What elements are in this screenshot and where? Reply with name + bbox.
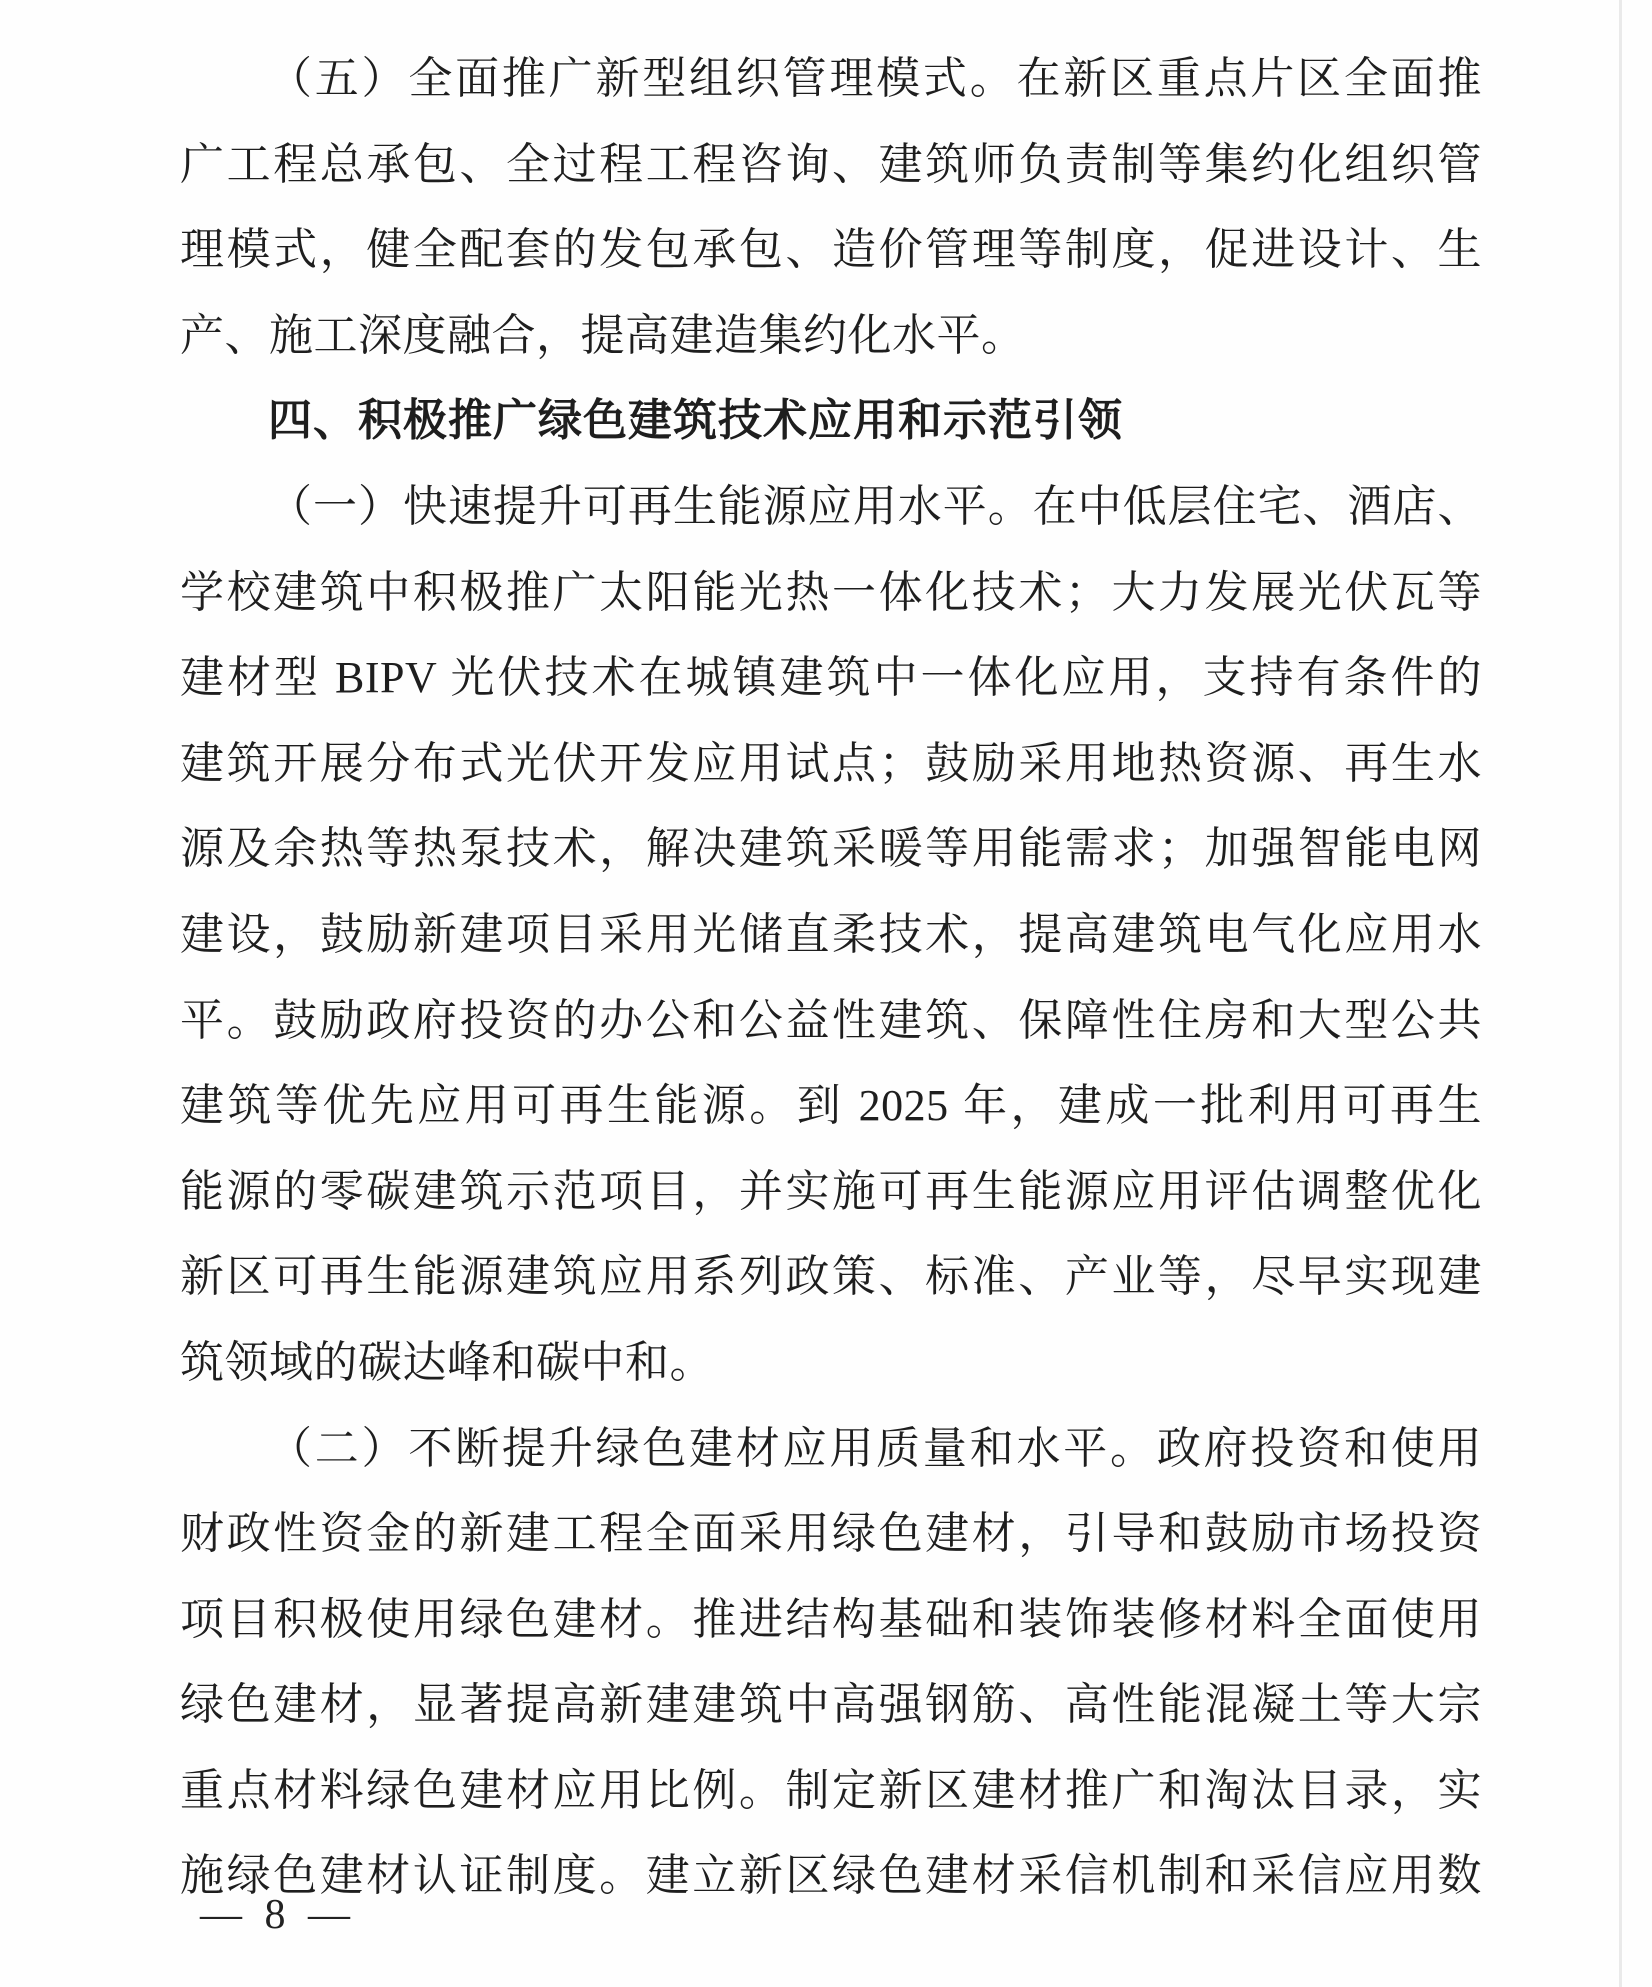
paragraph-line: 广工程总承包、全过程工程咨询、建筑师负责制等集约化组织管 [180,139,1482,189]
paragraph-line: 筑领域的碳达峰和碳中和。 [180,1337,714,1387]
paragraph-line: 理模式，健全配套的发包承包、造价管理等制度，促进设计、生 [180,225,1482,275]
paragraph-line: 财政性资金的新建工程全面采用绿色建材，引导和鼓励市场投资 [180,1509,1482,1559]
paragraph-line: 源及余热等热泵技术，解决建筑采暖等用能需求；加强智能电网 [180,824,1482,874]
section-heading: 四、积极推广绿色建筑技术应用和示范引领 [268,396,1123,446]
paragraph-line: 施绿色建材认证制度。建立新区绿色建材采信机制和采信应用数 [180,1851,1482,1901]
paragraph-line: 平。鼓励政府投资的办公和公益性建筑、保障性住房和大型公共 [180,995,1482,1045]
paragraph-line: （一）快速提升可再生能源应用水平。在中低层住宅、酒店、 [268,481,1482,531]
paragraph-line: 建设，鼓励新建项目采用光储直柔技术，提高建筑电气化应用水 [180,909,1482,959]
paragraph-line: 重点材料绿色建材应用比例。制定新区建材推广和淘汰目录，实 [180,1765,1482,1815]
paragraph-line: 能源的零碳建筑示范项目，并实施可再生能源应用评估调整优化 [180,1166,1482,1216]
paragraph-line: 产、施工深度融合，提高建造集约化水平。 [180,310,1026,360]
paragraph-line: （五）全面推广新型组织管理模式。在新区重点片区全面推 [268,54,1482,103]
paragraph-line: 建筑开展分布式光伏开发应用试点；鼓励采用地热资源、再生水 [180,738,1482,788]
scan-edge-artifact [1619,0,1622,1987]
paragraph-line: 建材型 BIPV 光伏技术在城镇建筑中一体化应用，支持有条件的 [180,653,1482,703]
document-body [180,36,1482,1919]
paragraph-line: 学校建筑中积极推广太阳能光热一体化技术；大力发展光伏瓦等 [180,567,1482,617]
paragraph-line: 建筑等优先应用可再生能源。到 2025 年，建成一批利用可再生 [180,1081,1482,1131]
paragraph-line: 新区可再生能源建筑应用系列政策、标准、产业等，尽早实现建 [180,1252,1482,1302]
page-number: — 8 — [200,1892,356,1938]
paragraph-line: （二）不断提升绿色建材应用质量和水平。政府投资和使用 [268,1423,1482,1473]
paragraph-line: 项目积极使用绿色建材。推进结构基础和装饰装修材料全面使用 [180,1594,1482,1644]
paragraph-line: 绿色建材，显著提高新建建筑中高强钢筋、高性能混凝土等大宗 [180,1680,1482,1730]
